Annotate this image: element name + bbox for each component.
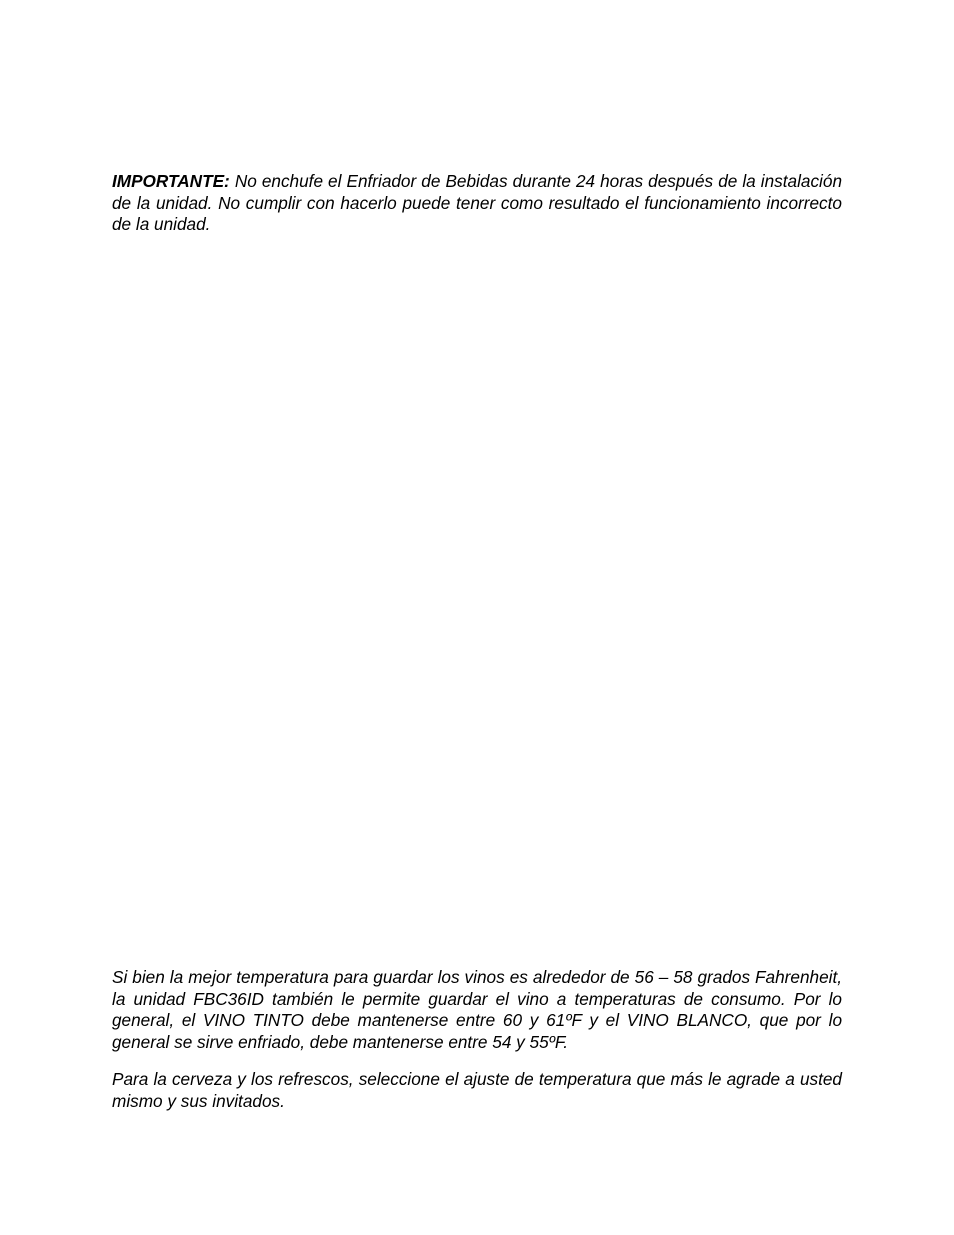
- important-notice-text: No enchufe el Enfriador de Bebidas durante 24 horas después de la instalación de la unidad. No cumplir con hacerlo puede tener como resultado el funcionamiento incorrecto de la unidad.: [112, 171, 842, 235]
- wine-temperature-paragraph: Si bien la mejor temperatura para guardar los vinos es alrededor de 56 – 58 grados Fahrenheit, la unidad FBC36ID también le permite guardar el vino a temperaturas de consumo. Por lo general, el VINO TINTO debe mantenerse entre 60 y 61ºF y el VINO BLANCO, que por lo general se sirve enfriado, debe mantenerse entre 54 y 55ºF.: [112, 967, 842, 1052]
- important-label: IMPORTANTE:: [112, 171, 230, 191]
- beer-soda-paragraph: Para la cerveza y los refrescos, seleccione el ajuste de temperatura que más le agrade a usted mismo y sus invitados.: [112, 1069, 842, 1111]
- important-notice: [112, 171, 842, 236]
